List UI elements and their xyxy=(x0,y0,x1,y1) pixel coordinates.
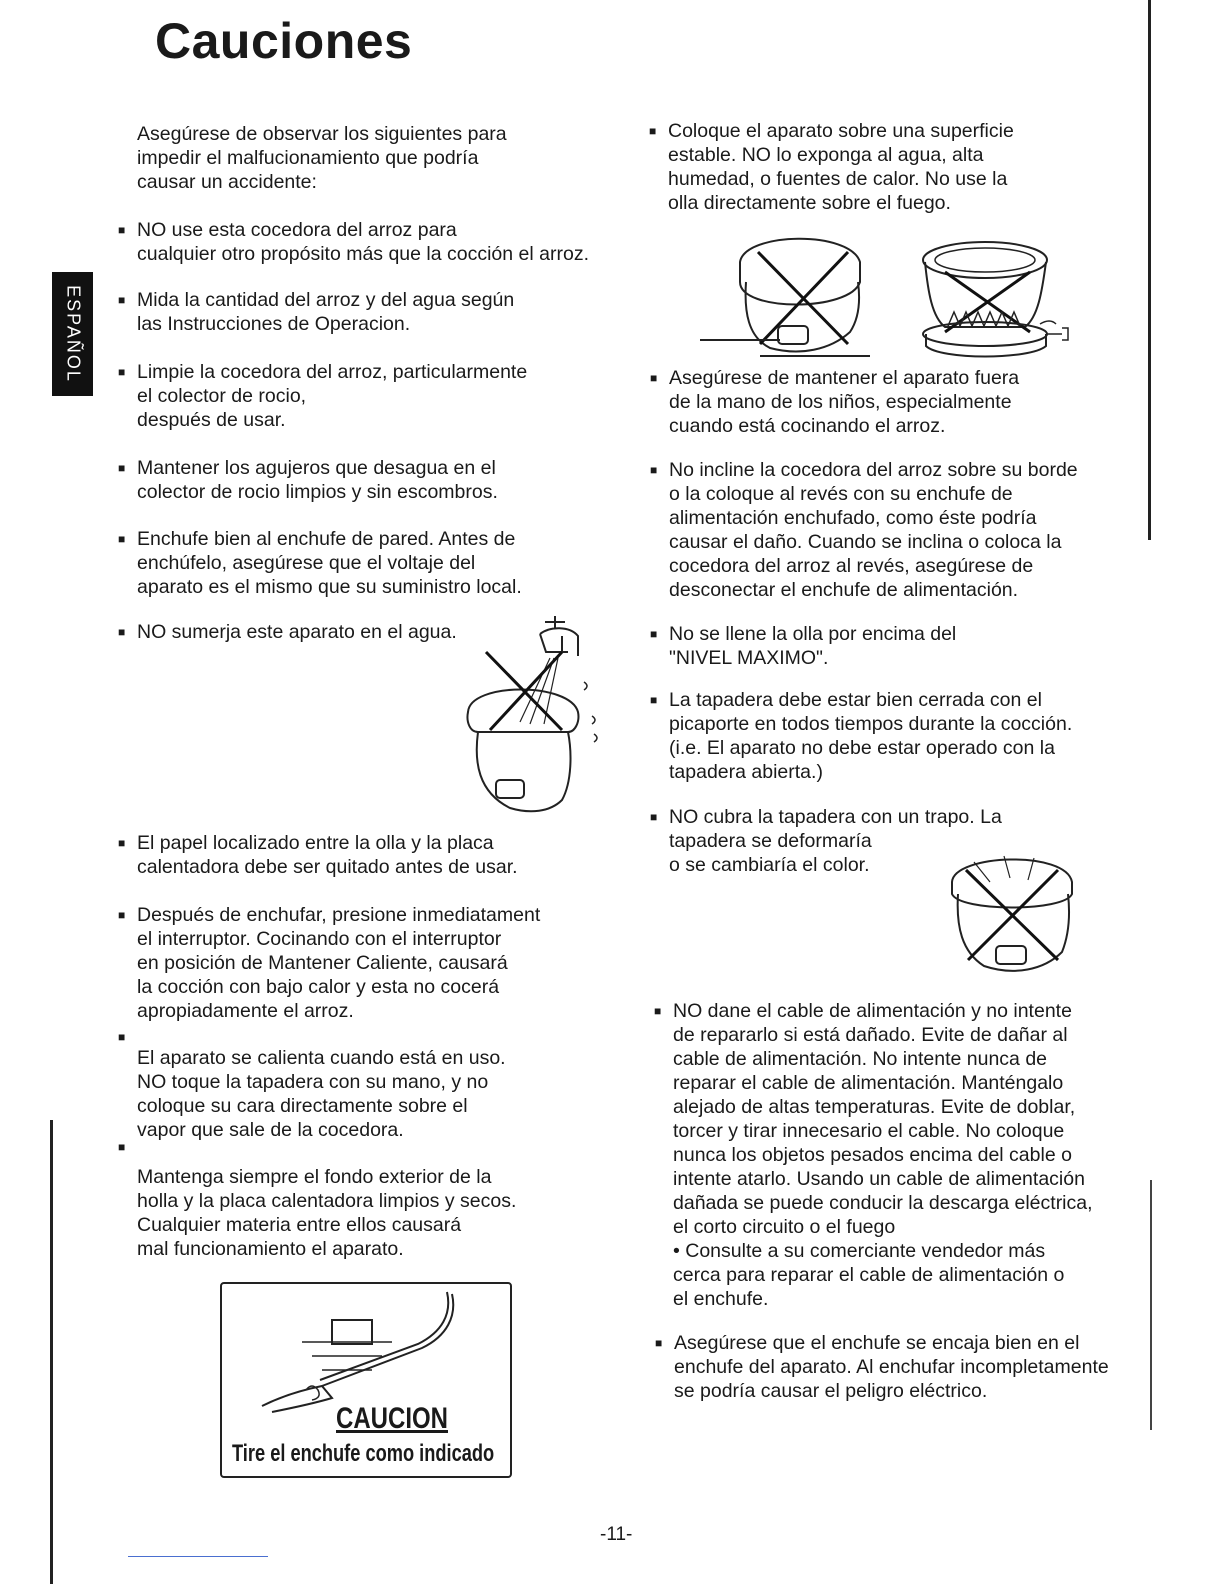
text-line: El papel localizado entre la olla y la placa xyxy=(137,832,494,854)
text-line: Limpie la cocedora del arroz, particularmente xyxy=(137,361,528,383)
bullet-icon: ■ xyxy=(655,1336,663,1350)
bullet-icon: ■ xyxy=(650,371,658,385)
intro-paragraph xyxy=(137,122,507,194)
text-line: NO dane el cable de alimentación y no intente xyxy=(673,1000,1072,1022)
page-edge-left xyxy=(50,1120,53,1584)
page-edge-right xyxy=(1148,0,1151,540)
text-line: picaporte en todos tiempos durante la cocción. xyxy=(669,713,1073,735)
text-line: después de usar. xyxy=(137,409,286,431)
text-line: NO sumerja este aparato en el agua. xyxy=(137,621,457,643)
text-line: Mida la cantidad del arroz y del agua según xyxy=(137,289,515,311)
bullet-icon: ■ xyxy=(649,124,657,138)
text-line: reparar el cable de alimentación. Manténgalo xyxy=(673,1072,1064,1094)
text-line: el corto circuito o el fuego xyxy=(673,1216,896,1238)
caution-item xyxy=(650,622,957,670)
text-line: cocedora del arroz al revés, asegúrese de xyxy=(669,555,1034,577)
caution-item xyxy=(654,999,1093,1311)
text-line: No incline la cocedora del arroz sobre su borde xyxy=(669,459,1078,481)
caution-item xyxy=(118,831,518,879)
text-line: vapor que sale de la cocedora. xyxy=(137,1119,404,1141)
bullet-icon: ■ xyxy=(118,461,126,475)
text-line: nunca los objetos pesados encima del cable o xyxy=(673,1144,1072,1166)
language-tab xyxy=(52,272,93,396)
text-line: Coloque el aparato sobre una superficie xyxy=(668,120,1014,142)
text-line: Enchufe bien al enchufe de pared. Antes de xyxy=(137,528,516,550)
caution-subtitle: Tire el enchufe como indicado xyxy=(232,1440,495,1467)
caution-item xyxy=(649,119,1014,215)
text-line: mal funcionamiento el aparato. xyxy=(137,1238,404,1260)
caution-item xyxy=(118,218,589,266)
unplug-hand-illustration xyxy=(242,1286,492,1406)
text-line: • Consulte a su comerciante vendedor más xyxy=(673,1240,1046,1262)
text-line: Asegúrese de mantener el aparato fuera xyxy=(669,367,1020,389)
page-edge-right-lower xyxy=(1150,1180,1152,1430)
text-line: NO use esta cocedora del arroz para xyxy=(137,219,457,241)
bullet-icon: ■ xyxy=(118,223,126,237)
bullet-icon: ■ xyxy=(118,532,126,546)
caution-title: CAUCION xyxy=(336,1402,448,1435)
bullet-icon: ■ xyxy=(118,1140,126,1154)
page-title: Cauciones xyxy=(155,13,413,69)
text-line: aparato es el mismo que su suministro local. xyxy=(137,576,522,598)
text-line: torcer y tirar innecesario el cable. No coloque xyxy=(673,1120,1065,1142)
text-line: NO toque la tapadera con su mano, y no xyxy=(137,1071,489,1093)
text-line: el enchufe. xyxy=(673,1288,769,1310)
text-line: dañada se puede conducir la descarga eléctrica, xyxy=(673,1192,1093,1214)
bullet-icon: ■ xyxy=(118,836,126,850)
text-line: apropiadamente el arroz. xyxy=(137,1000,354,1022)
text-line: La tapadera debe estar bien cerrada con el xyxy=(669,689,1042,711)
text-line: estable. NO lo exponga al agua, alta xyxy=(668,144,984,166)
caution-item xyxy=(118,903,541,1023)
caution-item xyxy=(118,527,522,599)
text-line: el colector de rocio, xyxy=(137,385,307,407)
text-line: holla y la placa calentadora limpios y secos. xyxy=(137,1190,517,1212)
text-line: Asegúrese que el enchufe se encaja bien en el xyxy=(674,1332,1080,1354)
text-line: impedir el malfucionamiento que podría xyxy=(137,147,479,169)
footer-rule xyxy=(128,1556,268,1557)
text-line: humedad, o fuentes de calor. No use la xyxy=(668,168,1008,190)
page-number: -11- xyxy=(600,1524,633,1545)
caution-item xyxy=(655,1331,1109,1403)
caution-item xyxy=(650,688,1073,784)
text-line: desconectar el enchufe de alimentación. xyxy=(669,579,1019,601)
text-line: tapadera se deformaría xyxy=(669,830,872,852)
caution-item xyxy=(118,288,515,336)
text-line: Mantenga siempre el fondo exterior de la xyxy=(137,1166,492,1188)
text-line: cerca para reparar el cable de alimentación o xyxy=(673,1264,1065,1286)
text-line: causar el daño. Cuando se inclina o coloca la xyxy=(669,531,1062,553)
text-line: el interruptor. Cocinando con el interruptor xyxy=(137,928,502,950)
caution-box xyxy=(220,1282,512,1478)
bullet-icon: ■ xyxy=(650,463,658,477)
text-line: olla directamente sobre el fuego. xyxy=(668,192,951,214)
text-line: Cualquier materia entre ellos causará xyxy=(137,1214,462,1236)
caution-item xyxy=(137,1046,506,1142)
text-line: cualquier otro propósito más que la cocción el arroz. xyxy=(137,243,589,265)
bullet-icon: ■ xyxy=(650,627,658,641)
text-line: NO cubra la tapadera con un trapo. La xyxy=(669,806,1002,828)
text-line: en posición de Mantener Caliente, causará xyxy=(137,952,508,974)
bullet-icon: ■ xyxy=(650,693,658,707)
text-line: o se cambiaría el color. xyxy=(669,854,870,876)
text-line: El aparato se calienta cuando está en uso. xyxy=(137,1047,506,1069)
caution-item xyxy=(650,366,1020,438)
text-line: (i.e. El aparato no debe estar operado con la xyxy=(669,737,1055,759)
text-line: las Instrucciones de Operacion. xyxy=(137,313,411,335)
text-line: enchufe del aparato. Al enchufar incompletamente xyxy=(674,1356,1109,1378)
text-line: Asegúrese de observar los siguientes para xyxy=(137,123,507,145)
cooker-under-faucet-illustration xyxy=(450,612,610,822)
text-line: No se llene la olla por encima del xyxy=(669,623,957,645)
caution-item xyxy=(137,1165,516,1261)
text-line: tapadera abierta.) xyxy=(669,761,823,783)
unstable-surface-and-fire-illustration xyxy=(700,222,1080,362)
text-line: intente atarlo. Usando un cable de alimentación xyxy=(673,1168,1085,1190)
text-line: de la mano de los niños, especialmente xyxy=(669,391,1012,413)
text-line: alimentación enchufado, como éste podría xyxy=(669,507,1037,529)
bullet-icon: ■ xyxy=(654,1004,662,1018)
bullet-icon: ■ xyxy=(118,365,126,379)
text-line: "NIVEL MAXIMO". xyxy=(669,647,829,669)
text-line: se podría causar el peligro eléctrico. xyxy=(674,1380,988,1402)
text-line: o la coloque al revés con su enchufe de xyxy=(669,483,1013,505)
bullet-icon: ■ xyxy=(650,810,658,824)
caution-item xyxy=(118,620,457,644)
text-line: alejado de altas temperaturas. Evite de doblar, xyxy=(673,1096,1076,1118)
text-line: de repararlo si está dañado. Evite de dañar al xyxy=(673,1024,1068,1046)
caution-item xyxy=(118,360,528,432)
text-line: coloque su cara directamente sobre el xyxy=(137,1095,468,1117)
text-line: colector de rocio limpios y sin escombros. xyxy=(137,481,498,503)
bullet-icon: ■ xyxy=(118,908,126,922)
bullet-icon: ■ xyxy=(118,293,126,307)
text-line: Mantener los agujeros que desagua en el xyxy=(137,457,496,479)
text-line: la cocción con bajo calor y esta no cocerá xyxy=(137,976,500,998)
caution-item xyxy=(650,458,1078,602)
language-tab-label: ESPAÑOL xyxy=(63,285,83,383)
text-line: Después de enchufar, presione inmediatament xyxy=(137,904,541,926)
bullet-icon: ■ xyxy=(118,1030,126,1044)
text-line: enchúfelo, asegúrese que el voltaje del xyxy=(137,552,476,574)
text-line: cable de alimentación. No intente nunca de xyxy=(673,1048,1048,1070)
text-line: cuando está cocinando el arroz. xyxy=(669,415,946,437)
caution-item xyxy=(118,456,498,504)
bullet-icon: ■ xyxy=(118,625,126,639)
text-line: causar un accidente: xyxy=(137,171,317,193)
text-line: calentadora debe ser quitado antes de usar. xyxy=(137,856,518,878)
covered-lid-illustration xyxy=(944,842,1084,982)
